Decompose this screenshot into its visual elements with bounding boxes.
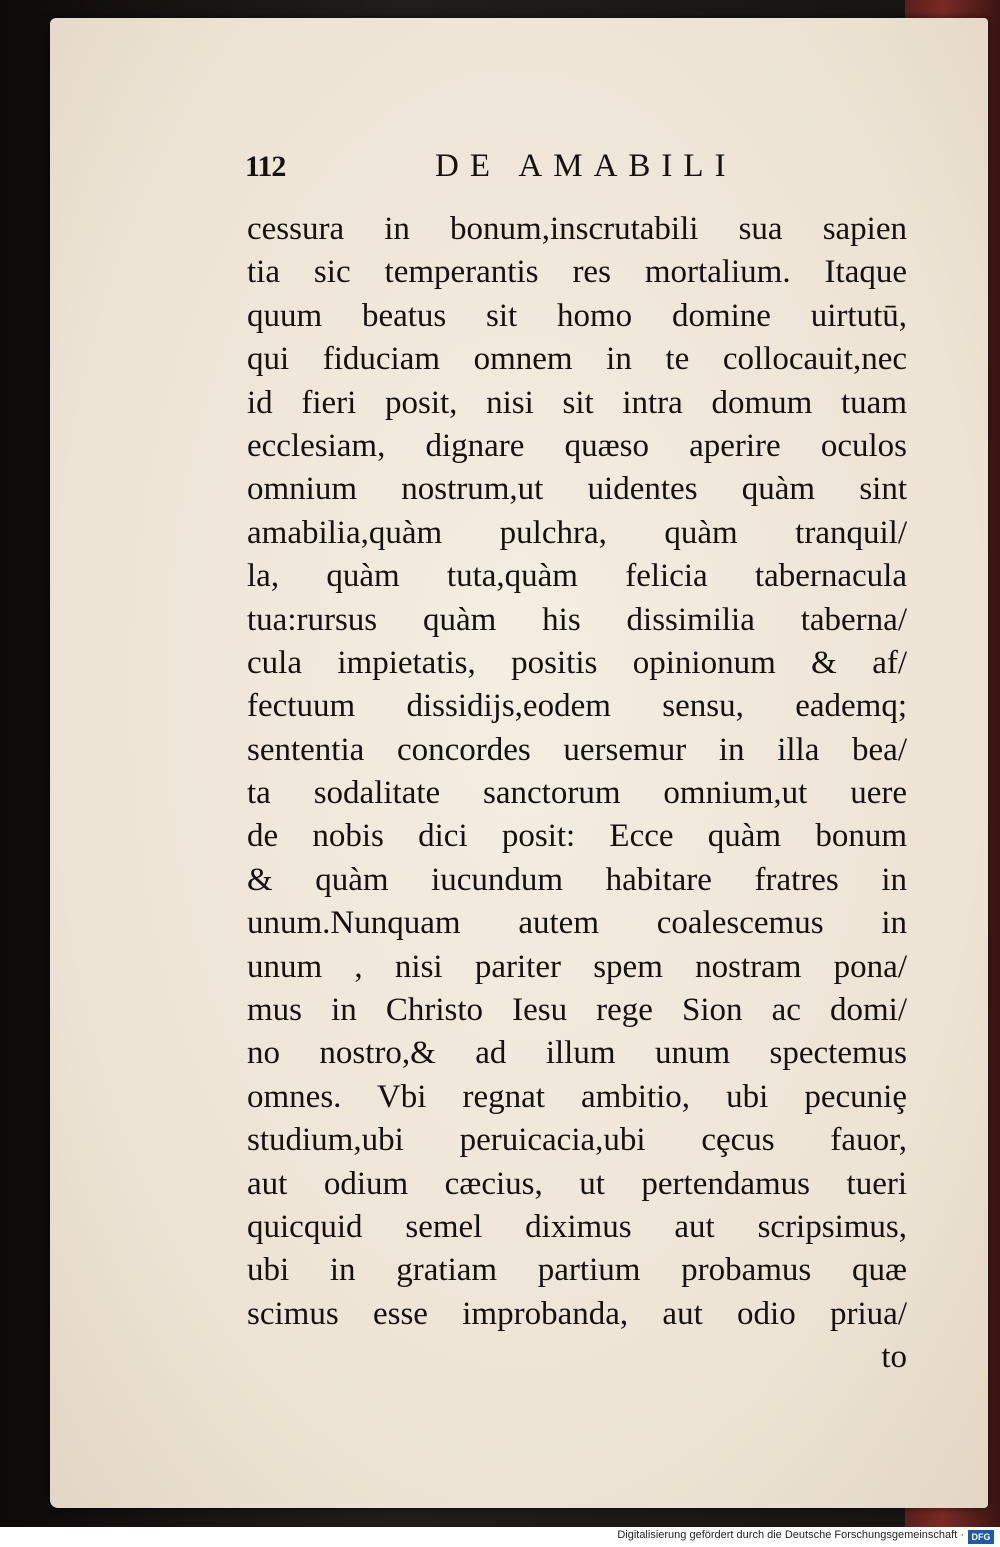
text-line: quum beatus sit homo domine uirtutū, — [247, 297, 907, 334]
text-line: & quàm iucundum habitare fratres in — [247, 861, 907, 898]
catchword: to — [881, 1339, 907, 1376]
text-line: cessura in bonum,inscrutabili sua sapien — [247, 211, 907, 247]
text-line: tia sic temperantis res mortalium. Itaque — [247, 254, 907, 291]
text-line: omnes. Vbi regnat ambitio, ubi pecuniȩ — [247, 1078, 907, 1115]
text-line: mus in Christo Iesu rege Sion ac domi/ — [247, 992, 907, 1029]
text-line: unum.Nunquam autem coalescemus in — [247, 905, 907, 942]
footer-bar — [0, 1527, 1000, 1547]
text-line: ta sodalitate sanctorum omnium,ut uere — [247, 775, 907, 812]
text-line: aut odium cæcius, ut pertendamus tueri — [247, 1165, 907, 1202]
dfg-logo: DFG — [968, 1530, 994, 1544]
text-line: qui fiduciam omnem in te collocauit,nec — [247, 341, 907, 378]
funding-credit: Digitalisierung gefördert durch die Deutsche Forschungsgemeinschaft · — [617, 1529, 964, 1541]
text-line: unum , nisi pariter spem nostram pona/ — [247, 948, 907, 985]
text-line: omnium nostrum,ut uidentes quàm sint — [247, 471, 907, 508]
text-block — [247, 208, 907, 1380]
text-line: ubi in gratiam partium probamus quæ — [247, 1252, 907, 1289]
text-line: studium,ubi peruicacia,ubi cȩcus fauor, — [247, 1122, 907, 1159]
text-line: cula impietatis, positis opinionum & af/ — [247, 644, 907, 681]
text-line: la, quàm tuta,quàm felicia tabernacula — [247, 558, 907, 595]
running-head — [245, 148, 905, 194]
running-title: DE AMABILI — [435, 148, 737, 184]
text-line: no nostro,& ad illum unum spectemus — [247, 1035, 907, 1072]
text-line: quicquid semel diximus aut scripsimus, — [247, 1208, 907, 1245]
page-number: 112 — [245, 150, 286, 183]
text-line: tua:rursus quàm his dissimilia taberna/ — [247, 601, 907, 638]
text-line: scimus esse improbanda, aut odio priua/ — [247, 1295, 907, 1332]
text-line: sententia concordes uersemur in illa bea/ — [247, 731, 907, 768]
text-line: amabilia,quàm pulchra, quàm tranquil/ — [247, 514, 907, 551]
text-line: de nobis dici posit: Ecce quàm bonum — [247, 818, 907, 855]
text-line: fectuum dissidijs,eodem sensu, eademq; — [247, 688, 907, 725]
text-line: id fieri posit, nisi sit intra domum tuam — [247, 384, 907, 421]
text-line: ecclesiam, dignare quæso aperire oculos — [247, 427, 907, 464]
